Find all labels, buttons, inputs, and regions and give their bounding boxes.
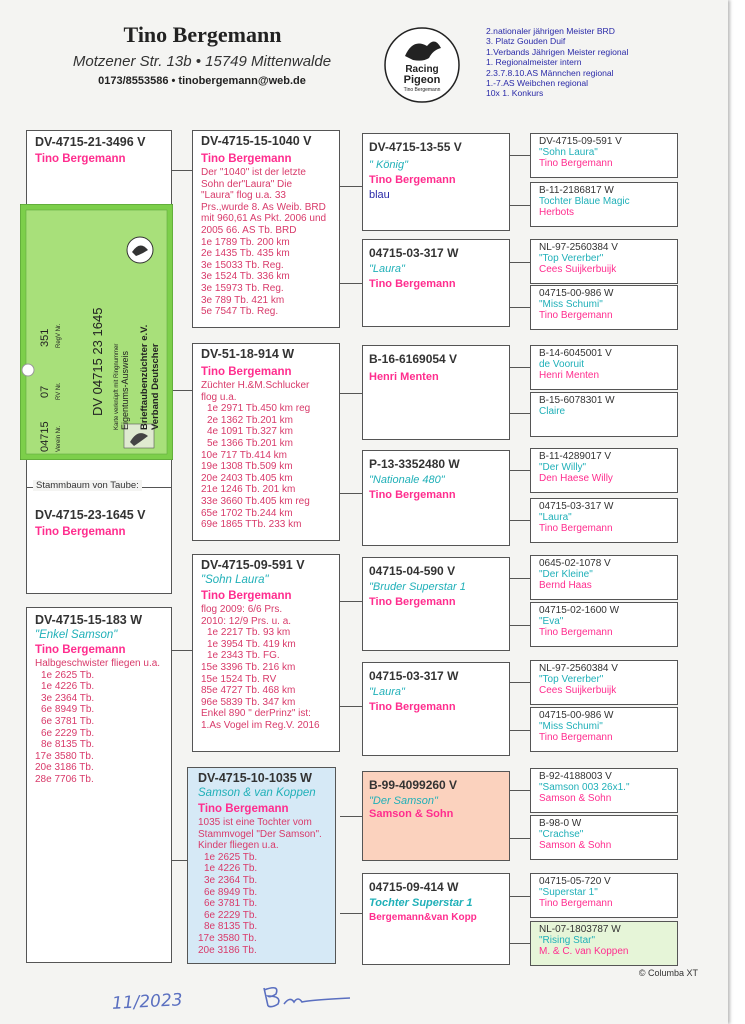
g4-box-14 <box>530 815 678 860</box>
g4-breeder: Tino Bergemann <box>539 627 613 638</box>
g4-nickname: "Superstar 1" <box>539 887 598 898</box>
performance-line: 8e 8135 Tb. <box>41 739 95 751</box>
connector-line <box>510 470 530 471</box>
grandparent-ring: DV-4715-09-591 V <box>201 558 305 572</box>
performance-line: 2005 66. AS Tb. BRD <box>201 224 297 236</box>
g4-ring: NL-97-2560384 V <box>539 242 618 253</box>
performance-line: 3e 15973 Tb. Reg. <box>201 282 284 294</box>
g4-nickname: "Miss Schumi" <box>539 721 603 732</box>
connector-line <box>510 943 530 944</box>
card-verein-label: Verein Nr. <box>56 425 62 452</box>
achievement-item: 2.nationaler jährigen Meister BRD <box>486 26 615 36</box>
card-verein-value: 04715 <box>39 421 51 452</box>
g4-nickname: Tochter Blaue Magic <box>539 196 630 207</box>
g4-ring: 04715-05-720 V <box>539 876 611 887</box>
connector-line <box>510 155 530 156</box>
g4-ring: NL-97-2560384 V <box>539 663 618 674</box>
handwritten-signature <box>258 982 353 1012</box>
g4-ring: B-92-4188003 V <box>539 771 612 782</box>
performance-line: "Laura" flog u.a. 33 <box>201 190 286 202</box>
g4-ring: 04715-00-986 W <box>539 288 614 299</box>
g4-breeder: Samson & Sohn <box>539 840 612 851</box>
great-grandparent-breeder: Tino Bergemann <box>369 489 456 501</box>
great-grandparent-box-8 <box>362 873 510 965</box>
connector-line <box>340 283 362 284</box>
great-grandparent-nickname: "Bruder Superstar 1 <box>369 581 466 593</box>
performance-line: Züchter H.&M.Schlucker <box>201 380 310 391</box>
connector-line <box>340 706 362 707</box>
handwritten-date: 11/2023 <box>111 990 184 1014</box>
logo-racing-text: Racing <box>405 64 439 75</box>
connector-line <box>510 205 530 206</box>
performance-line: 6e 8949 Tb. <box>41 704 95 716</box>
card-title-line1: Verband Deutscher <box>150 343 161 430</box>
great-grandparent-breeder: Henri Menten <box>369 371 439 383</box>
performance-line: Prs.,wurde 8. As Weib. BRD <box>201 201 326 213</box>
g4-nickname: "Der Kleine" <box>539 569 593 580</box>
dam-nickname: "Enkel Samson" <box>35 629 118 641</box>
card-ring-number: DV 04715 23 1645 <box>90 307 105 416</box>
achievement-item: 2.3.7.8.10.AS Männchen regional <box>486 67 614 78</box>
performance-line: Enkel 890 " derPrinz" ist: <box>201 708 311 720</box>
achievements-list <box>486 26 726 99</box>
performance-line: 20e 3186 Tb. <box>198 944 257 956</box>
card-regv-label: RegV Nr. <box>56 323 62 348</box>
g4-ring: B-14-6045001 V <box>539 348 612 359</box>
performance-line: 17e 3580 Tb. <box>198 932 257 944</box>
performance-line: Stammvogel "Der Samson". <box>198 828 322 840</box>
g4-ring: B-11-2186817 W <box>539 185 614 196</box>
grandparent-ring: DV-51-18-914 W <box>201 347 295 361</box>
great-grandparent-box-4 <box>362 450 510 546</box>
performance-line: 3e 789 Tb. 421 km <box>201 294 285 306</box>
card-regv-value: 351 <box>39 328 51 347</box>
grandparent-breeder: Tino Bergemann <box>201 590 292 602</box>
card-rv-label: RV Nr. <box>56 382 62 400</box>
performance-line: 3e 15033 Tb. Reg. <box>201 259 284 271</box>
connector-line <box>510 578 530 579</box>
grandparent-box-1 <box>192 130 340 328</box>
connector-line <box>510 682 530 683</box>
performance-line: 17e 3580 Tb. <box>35 750 94 762</box>
g4-nickname: "Top Vererber" <box>539 253 604 264</box>
g4-box-10 <box>530 602 678 647</box>
achievement-item: 3. Platz Gouden Duif <box>486 36 566 47</box>
great-grandparent-ring: P-13-3352480 W <box>369 457 460 471</box>
performance-line: 1.As Vogel im Reg.V. 2016 <box>201 719 320 731</box>
card-title-line4: Karte verknüpft mit Ringnummer <box>114 343 120 430</box>
performance-line: Halbgeschwister fliegen u.a. <box>35 658 161 669</box>
dam-ring: DV-4715-15-183 W <box>35 613 143 627</box>
g4-ring: NL-07-1803787 W <box>539 924 621 935</box>
g4-breeder: Bernd Haas <box>539 580 592 591</box>
great-grandparent-box-2 <box>362 239 510 327</box>
performance-line: 6e 3781 Tb. <box>41 715 95 727</box>
performance-line: 10e 717 Tb.414 km <box>201 449 287 461</box>
breeder-name-heading: Tino Bergemann <box>123 22 282 47</box>
g4-breeder: Herbots <box>539 207 575 218</box>
performance-line: 5e 1366 Tb.201 km <box>207 437 293 449</box>
great-grandparent-breeder: Samson & Sohn <box>369 808 454 820</box>
great-grandparent-nickname: Tochter Superstar 1 <box>369 897 473 909</box>
g4-nickname: "Miss Schumi" <box>539 299 603 310</box>
great-grandparent-breeder: Tino Bergemann <box>369 278 456 290</box>
performance-line: 15e 3396 Tb. 216 km <box>201 661 296 673</box>
connector-line <box>340 816 362 817</box>
grandparent-performance <box>201 380 339 531</box>
performance-line: 1e 1789 Tb. 200 km <box>201 236 290 248</box>
performance-line: 1e 2625 Tb. <box>204 851 258 863</box>
great-grandparent-breeder: Bergemann&van Kopp <box>369 912 477 923</box>
connector-line <box>510 413 530 414</box>
achievement-item: 1.-7.AS Weibchen regional <box>486 78 589 89</box>
connector-line <box>340 393 362 394</box>
great-grandparent-breeder: Tino Bergemann <box>369 701 456 713</box>
g4-box-7 <box>530 448 678 493</box>
grandparent-performance <box>201 604 339 732</box>
performance-line: 3e 2364 Tb. <box>204 874 258 886</box>
great-grandparent-ring: B-99-4099260 V <box>369 778 458 792</box>
great-grandparent-nickname: "Laura" <box>369 263 405 275</box>
performance-line: 2e 1435 Tb. 435 km <box>201 248 290 260</box>
g4-nickname: "Der Willy" <box>539 462 587 473</box>
performance-line: 20e 3186 Tb. <box>35 762 94 774</box>
performance-line: Der "1040" ist der letzte <box>201 167 306 178</box>
g4-breeder: M. & C. van Koppen <box>539 946 629 957</box>
g4-ring: 0645-02-1078 V <box>539 558 611 569</box>
connector-line <box>340 493 362 494</box>
g4-nickname: "Samson 003 26x1." <box>539 782 630 793</box>
g4-box-6 <box>530 392 678 437</box>
performance-line: mit 960,61 As Pkt. 2006 und <box>201 213 327 225</box>
performance-line: 1e 2971 Tb.450 km reg <box>207 403 311 415</box>
sire-ring: DV-4715-21-3496 V <box>35 135 146 149</box>
card-rv-value: 07 <box>39 385 51 398</box>
g4-ring: B-98-0 W <box>539 818 582 829</box>
performance-line: 3e 1524 Tb. 336 km <box>201 271 290 283</box>
performance-line: 6e 2229 Tb. <box>204 909 258 921</box>
subject-label: Stammbaum von Taube: <box>33 480 142 491</box>
grandparent-breeder: Tino Bergemann <box>198 803 289 815</box>
g4-box-3 <box>530 239 678 284</box>
performance-line: 28e 7706 Tb. <box>35 773 94 785</box>
performance-line: 6e 3781 Tb. <box>204 898 258 910</box>
performance-line: 6e 8949 Tb. <box>204 886 258 898</box>
performance-line: 1e 4226 Tb. <box>41 681 95 693</box>
subject-breeder: Tino Bergemann <box>35 526 126 538</box>
connector-line <box>510 367 530 368</box>
sire-breeder: Tino Bergemann <box>35 153 126 165</box>
great-grandparent-box-6 <box>362 662 510 756</box>
connector-line <box>172 650 192 651</box>
g4-box-4 <box>530 285 678 330</box>
card-title-line3: Eigentums-Ausweis <box>120 350 130 430</box>
g4-breeder: Tino Bergemann <box>539 898 613 909</box>
performance-line: 1035 ist eine Tochter vom <box>198 817 312 828</box>
grandparent-box-2 <box>192 343 340 541</box>
g4-breeder: Tino Bergemann <box>539 523 613 534</box>
connector-line <box>510 625 530 626</box>
great-grandparent-nickname: "Laura" <box>369 686 405 698</box>
grandparent-nickname: "Sohn Laura" <box>201 574 269 586</box>
connector-line <box>172 390 192 391</box>
g4-box-15 <box>530 873 678 918</box>
g4-breeder: Cees Suijkerbuijk <box>539 685 617 696</box>
g4-nickname: de Vooruit <box>539 359 585 370</box>
g4-ring: 04715-00-986 W <box>539 710 614 721</box>
great-grandparent-ring: B-16-6169054 V <box>369 352 458 366</box>
performance-line: 65e 1702 Tb.244 km <box>201 507 293 519</box>
g4-box-13 <box>530 768 678 813</box>
great-grandparent-box-1 <box>362 133 510 231</box>
connector-line <box>340 913 362 914</box>
great-grandparent-breeder: Tino Bergemann <box>369 596 456 608</box>
ownership-card <box>20 204 173 460</box>
achievement-item: 10x 1. Konkurs <box>486 88 544 99</box>
connector-line <box>510 730 530 731</box>
achievement-item: 1.Verbands Jährigen Meister regional <box>486 46 629 57</box>
great-grandparent-ring: 04715-03-317 W <box>369 246 459 260</box>
g4-nickname: "Eva" <box>539 616 564 627</box>
g4-box-11 <box>530 660 678 705</box>
performance-line: Kinder fliegen u.a. <box>198 840 279 852</box>
connector-line <box>510 896 530 897</box>
logo-owner-text: Tino Bergemann <box>403 87 441 93</box>
performance-line: 8e 8135 Tb. <box>204 921 258 933</box>
performance-line: 85e 4727 Tb. 468 km <box>201 685 296 697</box>
great-grandparent-ring: DV-4715-13-55 V <box>369 140 462 154</box>
g4-breeder: Tino Bergemann <box>539 732 613 743</box>
great-grandparent-breeder: Tino Bergemann <box>369 174 456 186</box>
connector-line <box>510 790 530 791</box>
subject-ring: DV-4715-23-1645 V <box>35 508 146 522</box>
g4-ring: B-15-6078301 W <box>539 395 615 406</box>
great-grandparent-ring: 04715-03-317 W <box>369 669 459 683</box>
performance-line: 15e 1524 Tb. RV <box>201 673 277 685</box>
grandparent-ring: DV-4715-10-1035 W <box>198 771 312 785</box>
great-grandparent-nickname: " König" <box>369 159 408 171</box>
g4-nickname: "Laura" <box>539 512 572 523</box>
g4-box-5 <box>530 345 678 390</box>
g4-box-12 <box>530 707 678 752</box>
grandparent-nickname: Samson & van Koppen <box>198 787 316 799</box>
performance-line: 96e 5839 Tb. 347 km <box>201 696 296 708</box>
performance-line: 6e 2229 Tb. <box>41 727 95 739</box>
g4-breeder: Cees Suijkerbuijk <box>539 264 617 275</box>
performance-line: 1e 2217 Tb. 93 km <box>207 627 291 639</box>
g4-nickname: Claire <box>539 406 566 417</box>
g4-breeder: Den Haese Willy <box>539 473 613 484</box>
great-grandparent-box-5 <box>362 557 510 651</box>
performance-line: 2010: 12/9 Prs. u. a. <box>201 615 292 627</box>
card-title-line2: Brieftaubenzüchter e.V. <box>139 324 150 430</box>
g4-box-2 <box>530 182 678 227</box>
performance-line: Sohn der"Laura" Die <box>201 178 293 190</box>
g4-breeder: Tino Bergemann <box>539 158 613 169</box>
breeder-address: Motzener Str. 13b • 15749 Mittenwalde <box>72 53 332 70</box>
g4-ring: DV-4715-09-591 V <box>539 136 622 147</box>
performance-line: 33e 3660 Tb.405 km reg <box>201 495 310 507</box>
performance-line: 4e 1091 Tb.327 km <box>207 426 293 438</box>
performance-line: 2e 1362 Tb.201 km <box>207 414 293 426</box>
g4-nickname: "Top Vererber" <box>539 674 604 685</box>
great-grandparent-ring: 04715-09-414 W <box>369 880 459 894</box>
g4-ring: 04715-02-1600 W <box>539 605 620 616</box>
g4-breeder: Tino Bergemann <box>539 310 613 321</box>
g4-box-8 <box>530 498 678 543</box>
connector-line <box>510 838 530 839</box>
performance-line: 69e 1865 TTb. 233 km <box>201 519 302 531</box>
connector-line <box>340 186 362 187</box>
dam-performance <box>35 658 171 786</box>
connector-line <box>510 520 530 521</box>
grandparent-box-4 <box>187 767 336 964</box>
achievement-item: 1. Regionalmeister intern <box>486 57 582 68</box>
performance-line: 19e 1308 Tb.509 km <box>201 461 293 473</box>
g4-nickname: "Rising Star" <box>539 935 596 946</box>
performance-line: flog u.a. <box>201 391 237 403</box>
racing-pigeon-logo <box>383 26 461 104</box>
g4-ring: 04715-03-317 W <box>539 501 614 512</box>
grandparent-performance <box>198 817 335 956</box>
connector-line <box>510 307 530 308</box>
g4-nickname: "Crachse" <box>539 829 584 840</box>
great-grandparent-nickname: "Der Samson" <box>369 795 438 807</box>
performance-line: 5e 7547 Tb. Reg. <box>201 306 279 318</box>
software-credit: © Columba XT <box>638 968 698 978</box>
performance-line: flog 2009: 6/6 Prs. <box>201 604 283 615</box>
performance-line: 20e 2403 Tb.405 km <box>201 472 293 484</box>
connector-line <box>340 601 362 602</box>
dam-box <box>26 607 172 963</box>
g4-box-9 <box>530 555 678 600</box>
g4-nickname: "Sohn Laura" <box>539 147 598 158</box>
great-grandparent-nickname: "Nationale 480" <box>369 474 445 486</box>
grandparent-breeder: Tino Bergemann <box>201 153 292 165</box>
grandparent-breeder: Tino Bergemann <box>201 366 292 378</box>
great-grandparent-ring: 04715-04-590 V <box>369 564 456 578</box>
great-grandparent-color: blau <box>369 189 390 201</box>
grandparent-performance <box>201 167 339 318</box>
subject-box <box>26 480 172 594</box>
connector-line <box>172 170 192 171</box>
performance-line: 1e 2625 Tb. <box>41 669 95 681</box>
dam-breeder: Tino Bergemann <box>35 644 126 656</box>
ownership-card-graphic <box>20 204 173 460</box>
breeder-contact: 0173/8553586 • tinobergemann@web.de <box>98 75 306 87</box>
grandparent-box-3 <box>192 554 340 752</box>
g4-breeder: Samson & Sohn <box>539 793 612 804</box>
performance-line: 1e 4226 Tb. <box>204 863 258 875</box>
grandparent-ring: DV-4715-15-1040 V <box>201 134 312 148</box>
g4-box-1 <box>530 133 678 178</box>
great-grandparent-box-7 <box>362 771 510 861</box>
performance-line: 1e 3954 Tb. 419 km <box>207 638 296 650</box>
performance-line: 1e 2343 Tb. FG. <box>207 650 280 662</box>
great-grandparent-box-3 <box>362 345 510 440</box>
g4-box-16 <box>530 921 678 966</box>
connector-line <box>510 262 530 263</box>
performance-line: 3e 2364 Tb. <box>41 692 95 704</box>
logo-pigeon-text: Pigeon <box>403 74 441 86</box>
performance-line: 21e 1246 Tb. 201 km <box>201 484 296 496</box>
g4-breeder: Henri Menten <box>539 370 600 381</box>
g4-ring: B-11-4289017 V <box>539 451 612 462</box>
